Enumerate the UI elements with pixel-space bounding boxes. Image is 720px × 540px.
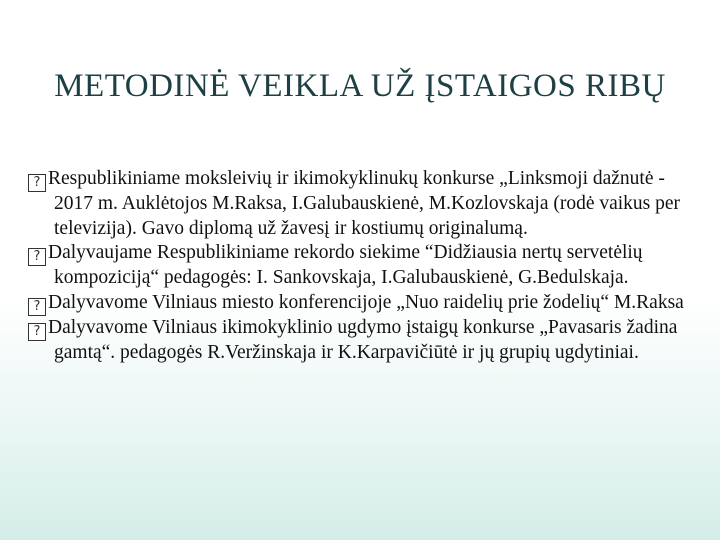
bullet-placeholder-icon: ? <box>28 298 46 316</box>
list-item <box>28 291 700 316</box>
slide-title: METODINĖ VEIKLA UŽ ĮSTAIGOS RIBŲ <box>54 68 666 104</box>
bullet-placeholder-icon: ? <box>28 248 46 266</box>
bullet-list <box>28 167 700 365</box>
list-item-text: Respublikiniame moksleivių ir ikimokyklinukų konkurse „Linksmoji dažnutė - 2017 m. Auklėtojos M.Raksa, I.Galubauskienė, M.Kozlovskaja (rodė vaikus per televizija). Gavo diplomą už žavesį ir kostiumų originalumą. <box>48 168 681 239</box>
list-item <box>28 316 700 366</box>
list-item <box>28 241 700 291</box>
list-item-text: Dalyvavome Vilniaus ikimokyklinio ugdymo įstaigų konkurse „Pavasaris žadina gamtą“. pedagogės R.Veržinskaja ir K.Karpavičiūtė ir jų grupių ugdytiniai. <box>48 316 678 363</box>
bullet-placeholder-icon: ? <box>28 323 46 341</box>
list-item-text: Dalyvaujame Respublikiniame rekordo siekime “Didžiausia nertų servetėlių kompoziciją“ pedagogės: I. Sankovskaja, I.Galubauskienė, G.Bedulskaja. <box>48 242 643 288</box>
bullet-placeholder-icon: ? <box>28 174 46 192</box>
list-item <box>28 167 700 241</box>
list-item-text: Dalyvavome Vilniaus miesto konferencijoje „Nuo raidelių prie žodelių“ M.Raksa <box>48 291 684 313</box>
